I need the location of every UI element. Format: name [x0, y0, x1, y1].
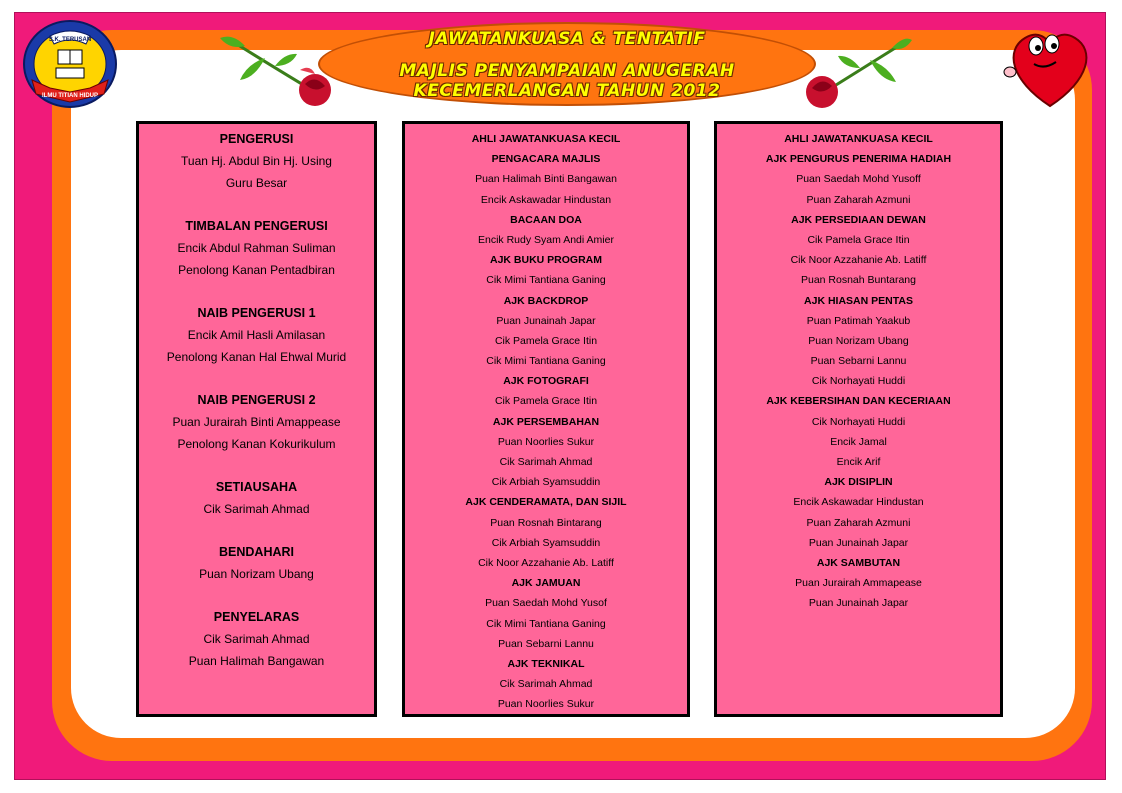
member-line: Cik Sarimah Ahmad: [203, 632, 310, 646]
member-name: Cik Mimi Tantiana Ganing: [486, 355, 606, 368]
page-title: JAWATANKUASA & TENTATIF: [428, 29, 706, 49]
member-name: Cik Noor Azzahanie Ab. Latiff: [790, 254, 927, 267]
school-emblem-icon: [20, 18, 120, 110]
member-name: Encik Askawadar Hindustan: [793, 496, 924, 509]
committee-heading: AJK JAMUAN: [511, 577, 581, 590]
heart-mascot-icon: [1000, 20, 1100, 112]
member-name: Puan Noorlies Sukur: [497, 435, 595, 448]
member-name: Puan Patimah Yaakub: [806, 314, 911, 327]
member-name: Puan Junainah Japar: [496, 314, 596, 327]
subcommittee-panel-1: [402, 121, 690, 717]
member-line: Cik Sarimah Ahmad: [203, 502, 310, 516]
committee-heading: AJK KEBERSIHAN DAN KECERIAAN: [766, 395, 951, 408]
committee-heading: AHLI JAWATANKUASA KECIL: [471, 133, 621, 145]
member-name: Cik Noor Azzahanie Ab. Latiff: [478, 556, 614, 569]
committee-section: [139, 389, 374, 455]
section-title: SETIAUSAHA: [215, 480, 298, 494]
page-subtitle: MAJLIS PENYAMPAIAN ANUGERAH KECEMERLANGAN TAHUN 2012: [399, 61, 735, 101]
committee-heading: AJK PERSEMBAHAN: [492, 415, 600, 428]
member-name: Puan Jurairah Ammapease: [795, 577, 922, 590]
emblem-motto-text: ILMU TITIAN HIDUP: [42, 93, 98, 99]
member-line: Puan Jurairah Binti Amappease: [172, 415, 341, 429]
member-name: Puan Junainah Japar: [808, 536, 909, 549]
member-name: Puan Sebarni Lannu: [498, 637, 594, 650]
committee-section: [139, 128, 374, 194]
committee-heading: AJK HIASAN PENTAS: [804, 294, 913, 307]
committee-heading: AJK DISIPLIN: [824, 476, 893, 489]
section-title: PENGERUSI: [219, 132, 294, 146]
member-name: Cik Norhayati Huddi: [811, 375, 906, 388]
member-name: Cik Arbiah Syamsuddin: [491, 536, 601, 549]
committee-heading: PENGACARA MAJLIS: [491, 153, 601, 166]
rose-icon: [800, 30, 915, 115]
committee-heading: BACAAN DOA: [510, 213, 582, 226]
member-name: Puan Sebarni Lannu: [810, 355, 907, 368]
committee-heading: AJK SAMBUTAN: [816, 556, 901, 569]
committee-heading: AHLI JAWATANKUASA KECIL: [784, 133, 933, 145]
member-line: Tuan Hj. Abdul Bin Hj. Using: [181, 154, 332, 168]
member-name: Puan Saedah Mohd Yusof: [485, 597, 607, 610]
section-title: BENDAHARI: [219, 545, 294, 559]
member-line: Puan Norizam Ubang: [199, 567, 314, 581]
member-name: Cik Mimi Tantiana Ganing: [486, 617, 606, 630]
section-title: PENYELARAS: [213, 610, 300, 624]
member-line: Puan Halimah Bangawan: [188, 654, 325, 668]
member-name: Puan Halimah Binti Bangawan: [475, 173, 617, 186]
member-name: Encik Askawadar Hindustan: [480, 193, 612, 206]
member-name: Encik Jamal: [830, 435, 887, 448]
committee-section: [139, 541, 374, 585]
member-name: Puan Saedah Mohd Yusoff: [796, 173, 921, 186]
member-name: Puan Zaharah Azmuni: [806, 516, 911, 529]
rose-icon: [215, 28, 335, 113]
member-line: Encik Abdul Rahman Suliman: [177, 241, 336, 255]
member-line: Penolong Kanan Hal Ehwal Murid: [166, 350, 347, 364]
member-name: Cik Sarimah Ahmad: [499, 678, 593, 691]
member-name: Encik Rudy Syam Andi Amier: [478, 233, 614, 246]
member-name: Cik Mimi Tantiana Ganing: [486, 274, 606, 287]
subcommittee-panel-2: [714, 121, 1003, 717]
member-name: Puan Norizam Ubang: [808, 334, 909, 347]
emblem-top-text: S.K. TERUSAN: [48, 37, 92, 43]
committee-heading: AJK PENGURUS PENERIMA HADIAH: [765, 153, 952, 166]
committee-heading: AJK BACKDROP: [503, 294, 589, 307]
member-line: Guru Besar: [225, 176, 288, 190]
committee-main-panel: [136, 121, 377, 717]
member-name: Encik Arif: [836, 456, 881, 468]
section-title: NAIB PENGERUSI 1: [197, 306, 316, 320]
committee-section: [139, 476, 374, 520]
committee-section: [139, 215, 374, 281]
committee-heading: AJK TEKNIKAL: [507, 657, 585, 670]
committee-heading: AJK BUKU PROGRAM: [489, 254, 602, 267]
member-name: Puan Noorlies Sukur: [497, 698, 595, 711]
committee-heading: AJK FOTOGRAFI: [503, 375, 589, 388]
committee-section: [139, 302, 374, 368]
committee-heading: AJK CENDERAMATA, DAN SIJIL: [465, 496, 627, 509]
member-line: Penolong Kanan Kokurikulum: [177, 437, 336, 451]
member-line: Penolong Kanan Pentadbiran: [178, 263, 335, 277]
member-name: Puan Junainah Japar: [808, 597, 909, 610]
section-title: TIMBALAN PENGERUSI: [185, 219, 328, 233]
member-name: Cik Norhayati Huddi: [811, 415, 906, 428]
member-name: Puan Rosnah Buntarang: [800, 274, 916, 287]
member-line: Encik Amil Hasli Amilasan: [187, 328, 326, 342]
member-name: Cik Pamela Grace Itin: [494, 334, 598, 347]
section-title: NAIB PENGERUSI 2: [197, 393, 316, 407]
member-name: Puan Rosnah Bintarang: [490, 516, 602, 529]
member-name: Cik Sarimah Ahmad: [499, 456, 593, 468]
committee-section: [139, 606, 374, 672]
committee-heading: AJK PERSEDIAAN DEWAN: [791, 213, 926, 226]
member-name: Cik Arbiah Syamsuddin: [491, 476, 601, 489]
member-name: Puan Zaharah Azmuni: [806, 193, 911, 206]
member-name: Cik Pamela Grace Itin: [807, 233, 910, 246]
member-name: Cik Pamela Grace Itin: [494, 395, 598, 408]
